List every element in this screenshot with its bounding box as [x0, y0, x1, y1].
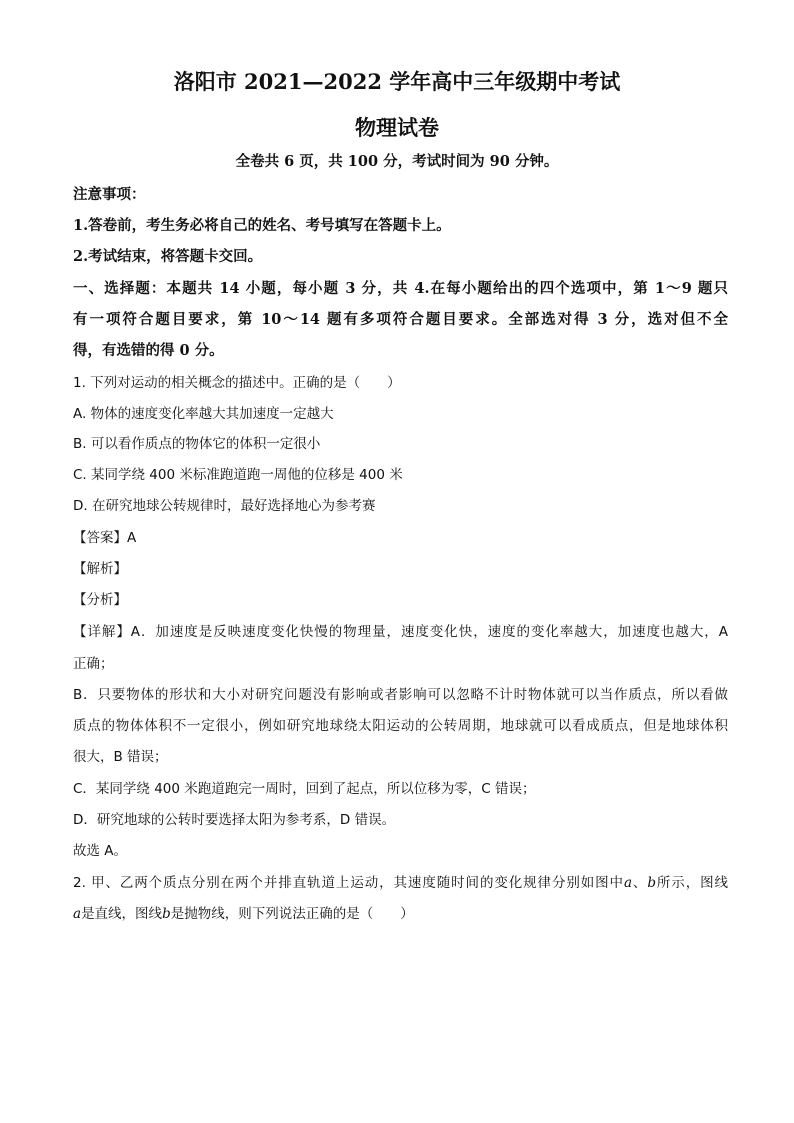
q2-line-2-var-b: b — [162, 906, 171, 922]
q1-detail-a-line-1: 【详解】A．加速度是反映速度变化快慢的物理量，速度变化快，速度的变化率越大，加速度也越大，A — [73, 624, 728, 640]
section1-instructions-line-1: 一、选择题：本题共 14 小题，每小题 3 分，共 4.在每小题给出的四个选项中，第 1～9 题只 — [73, 280, 728, 297]
q2-stem-1-post: 所示，图线 — [656, 875, 729, 891]
q1-detail-a-line-2: 正确； — [73, 656, 114, 672]
q1-option-c: C. 某同学绕 400 米标准跑道跑一周他的位移是 400 米 — [73, 467, 403, 483]
section1-instructions-line-2: 有一项符合题目要求，第 10～14 题有多项符合题目要求。全部选对得 3 分，选对但不全 — [73, 311, 728, 328]
q1-detail-c: C．某同学绕 400 米跑道跑完一周时，回到了起点，所以位移为零，C 错误； — [73, 781, 536, 797]
exam-info: 全卷共 6 页，共 100 分，考试时间为 90 分钟。 — [235, 153, 559, 170]
q1-option-b: B. 可以看作质点的物体它的体积一定很小 — [73, 436, 321, 452]
q1-jiexi-label: 【解析】 — [73, 561, 127, 577]
q1-detail-b-line-2: 质点的物体体积不一定很小，例如研究地球绕太阳运动的公转周期，地球就可以看成质点，但是地球体积 — [73, 718, 728, 734]
q2-stem-2-post: 是抛物线，则下列说法正确的是（ ） — [170, 906, 414, 922]
q1-detail-d: D．研究地球的公转时要选择太阳为参考系，D 错误。 — [73, 812, 396, 828]
q1-conclusion: 故选 A。 — [73, 843, 128, 859]
exam-title: 洛阳市 2021—2022 学年高中三年级期中考试 — [173, 69, 621, 94]
q1-stem: 1. 下列对运动的相关概念的描述中。正确的是（ ） — [73, 375, 401, 391]
subject-title: 物理试卷 — [355, 115, 439, 140]
notes-heading: 注意事项： — [73, 186, 146, 203]
q1-fenxi-label: 【分析】 — [73, 592, 127, 608]
q2-var-a: a — [623, 875, 633, 891]
q2-separator: 、 — [632, 875, 648, 891]
q2-var-b: b — [647, 875, 656, 891]
q1-detail-b-line-3: 很大，B 错误； — [73, 749, 168, 765]
q2-stem-line-2 — [73, 902, 728, 922]
notes-item-1: 1.答卷前，考生务必将自己的姓名、考号填写在答题卡上。 — [73, 217, 451, 234]
q2-stem-2-mid: 是直线，图线 — [81, 906, 163, 922]
q2-line-2-var-a: a — [73, 906, 82, 922]
q1-detail-b-line-1: B．只要物体的形状和大小对研究问题没有影响或者影响可以忽略不计时物体就可以当作质点，所以看做 — [73, 687, 728, 703]
q2-stem-1-pre: 2. 甲、乙两个质点分别在两个并排直轨道上运动，其速度随时间的变化规律分别如图中 — [73, 875, 624, 891]
q1-option-a: A. 物体的速度变化率越大其加速度一定越大 — [73, 406, 334, 422]
notes-item-2: 2.考试结束，将答题卡交回。 — [73, 248, 263, 265]
q2-stem-line-1 — [73, 871, 728, 891]
q1-option-d: D. 在研究地球公转规律时，最好选择地心为参考赛 — [73, 498, 376, 514]
q1-answer: 【答案】A — [73, 530, 137, 546]
section1-instructions-line-3: 得，有选错的得 0 分。 — [73, 342, 224, 359]
